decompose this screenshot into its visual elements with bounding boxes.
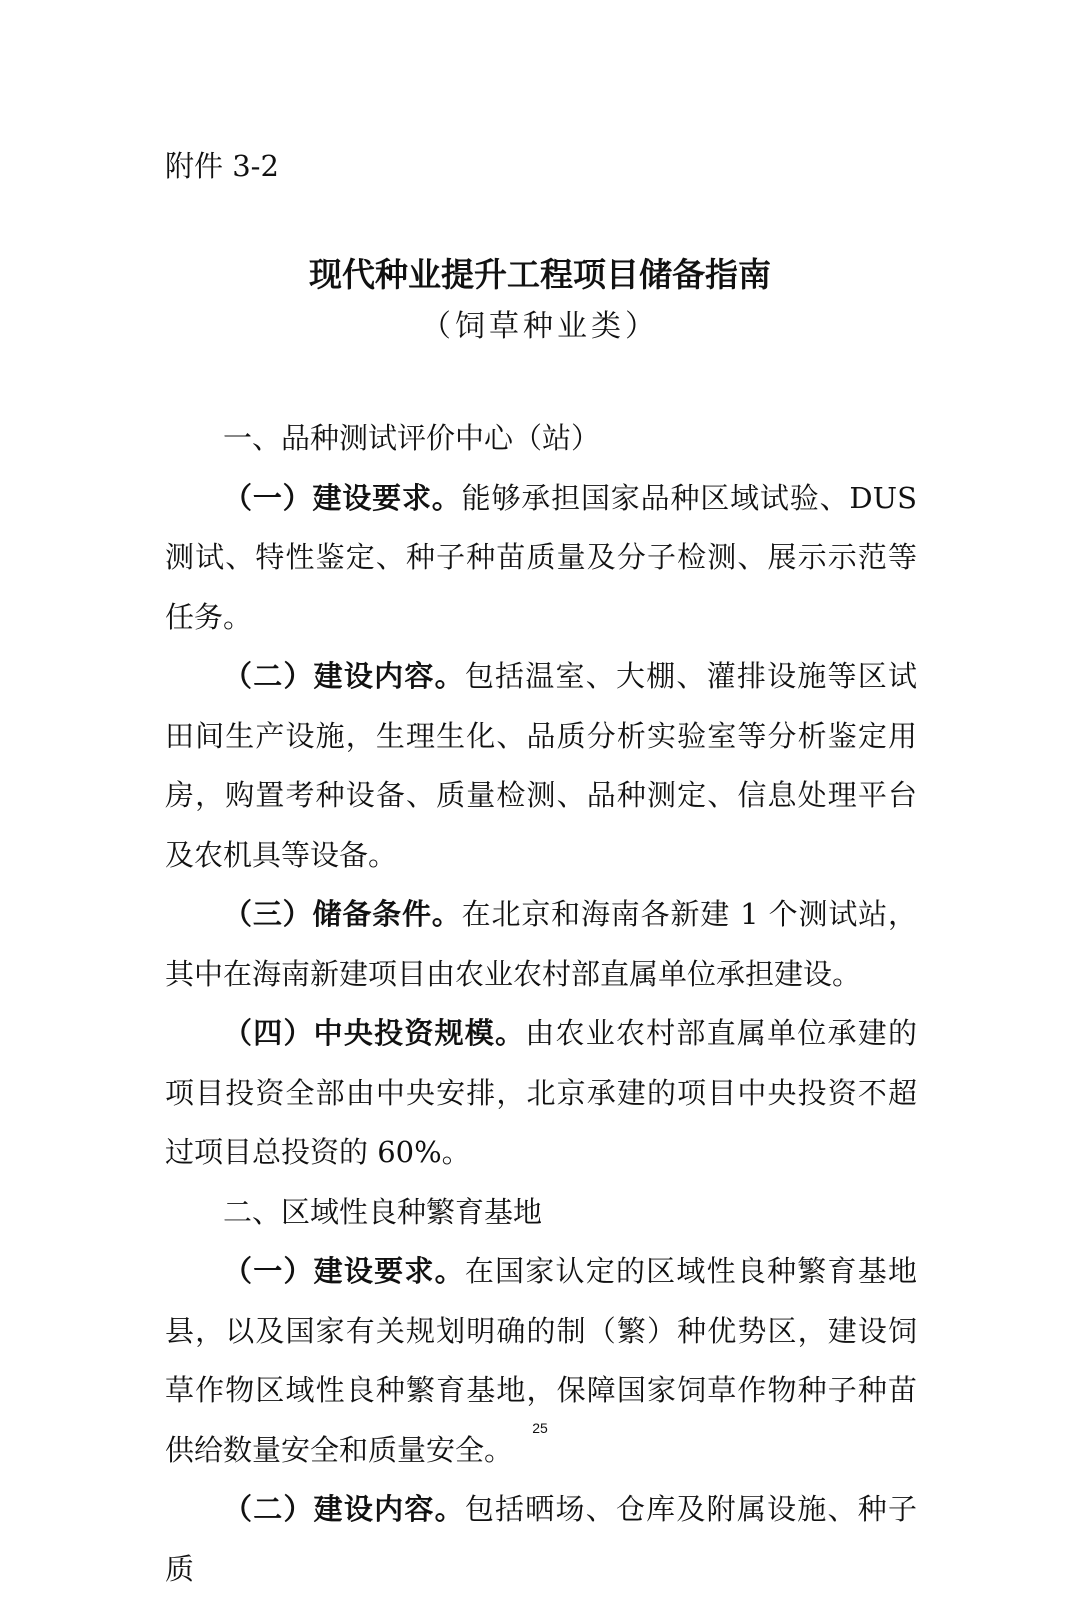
paragraph-label: （二）建设内容。 [223, 1492, 465, 1526]
page-number: 25 [532, 1420, 548, 1436]
section-heading-1: 一、品种测试评价中心（站） [223, 421, 601, 455]
paragraph-text: 在北京和海南各新建 1 个测试站，其中在海南新建项目由农业农村部直属单位承担建设。 [165, 897, 917, 991]
paragraph-2-2 [165, 1480, 917, 1599]
paragraph-label: （四）中央投资规模。 [223, 1016, 526, 1050]
paragraph-label: （三）储备条件。 [223, 897, 462, 931]
paragraph-2-1 [165, 1242, 917, 1480]
paragraph-text: 由农业农村部直属单位承建的项目投资全部由中央安排，北京承建的项目中央投资不超过项目总投资的 60%。 [165, 1016, 917, 1169]
paragraph-1-2 [165, 647, 917, 885]
section-heading-2: 二、区域性良种繁育基地 [223, 1194, 543, 1229]
attachment-label: 附件 3-2 [165, 149, 279, 183]
paragraph-label: （一）建设要求。 [223, 480, 462, 515]
paragraph-text: 包括温室、大棚、灌排设施等区试田间生产设施，生理生化、品质分析实验室等分析鉴定用房，购置考种设备、质量检测、品种测定、信息处理平台及农机具等设备。 [165, 659, 917, 872]
paragraph-label: （二）建设内容。 [223, 659, 465, 693]
document-title: 现代种业提升工程项目储备指南 [309, 255, 771, 294]
paragraph-text: 在国家认定的区域性良种繁育基地县，以及国家有关规划明确的制（繁）种优势区，建设饲草作物区域性良种繁育基地，保障国家饲草作物种子种苗供给数量安全和质量安全。 [165, 1254, 917, 1467]
paragraph-1-1 [165, 469, 917, 648]
paragraph-1-3 [165, 885, 917, 1004]
document-subtitle: （饲草种业类） [421, 309, 659, 344]
paragraph-text: 包括晒场、仓库及附属设施、种子质 [165, 1492, 917, 1586]
paragraph-label: （一）建设要求。 [223, 1254, 465, 1288]
paragraph-text: 能够承担国家品种区域试验、DUS 测试、特性鉴定、种子种苗质量及分子检测、展示示范等任务。 [165, 480, 917, 634]
paragraph-1-4 [165, 1004, 917, 1183]
